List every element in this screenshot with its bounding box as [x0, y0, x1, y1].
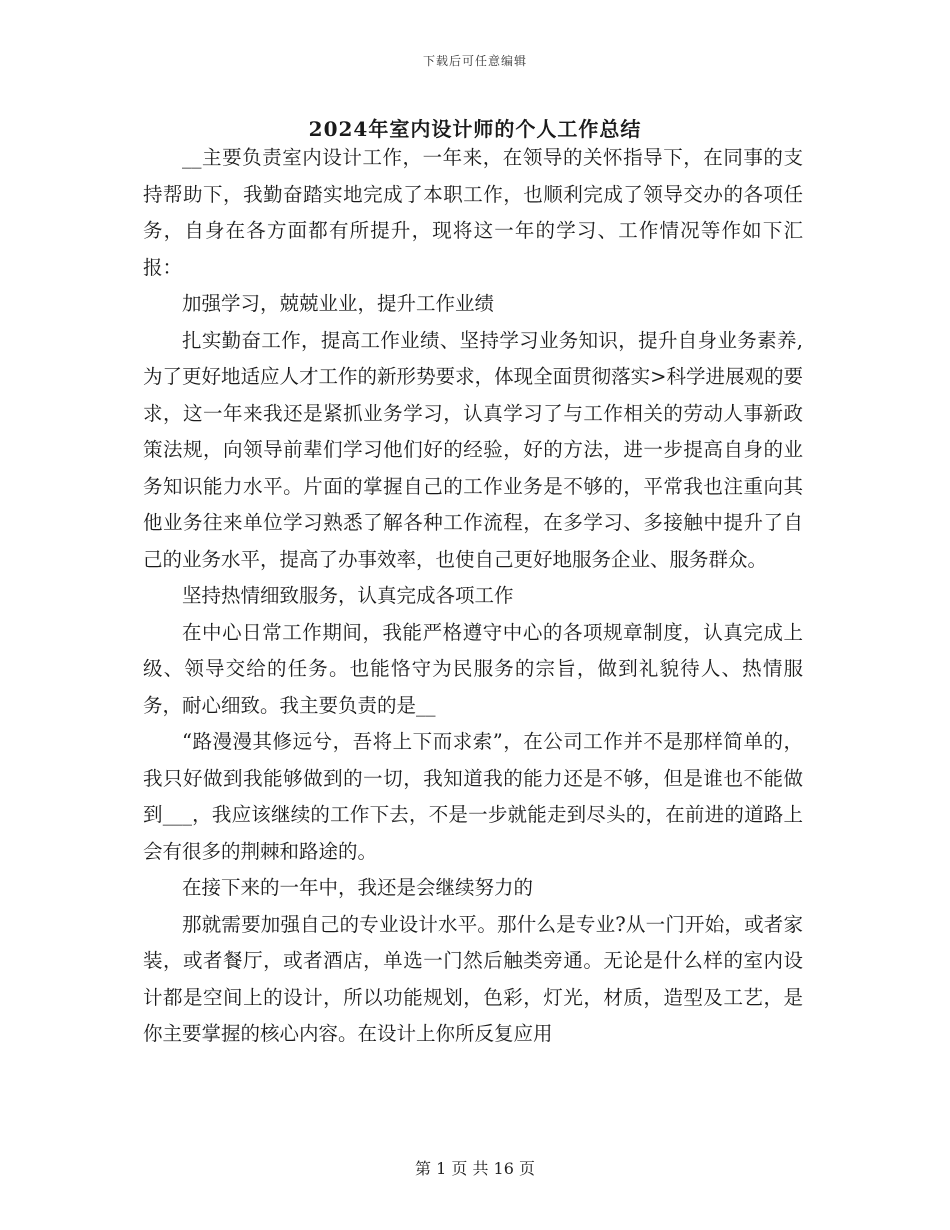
paragraph-study: 扎实勤奋工作，提高工作业绩、坚持学习业务知识，提升自身业务素养,为了更好地适应人才工作的新形势要求，体现全面贯彻落实>科学进展观的要求，这一年来我还是紧抓业务学习，认真学习了与工作相关的劳动人事新政策法规，向领导前辈们学习他们好的经验，好的方法，进一步提高自身的业务知识能力水平。片面的掌握自己的工作业务是不够的，平常我也注重向其他业务往来单位学习熟悉了解各种工作流程，在多学习、多接触中提升了自己的业务水平，提高了办事效率，也使自己更好地服务企业、服务群众。	[143, 328, 803, 571]
paragraph-service: 在中心日常工作期间，我能严格遵守中心的各项规章制度，认真完成上级、领导交给的任务。也能恪守为民服务的宗旨，做到礼貌待人、热情服务，耐心细致。我主要负责的是__	[143, 620, 803, 717]
document-body	[143, 140, 803, 1053]
section-heading-service: 坚持热情细致服务，认真完成各项工作	[182, 584, 514, 607]
section-heading-next-year: 在接下来的一年中，我还是会继续努力的	[182, 876, 534, 899]
paragraph-intro: __主要负责室内设计工作，一年来，在领导的关怀指导下，在同事的支持帮助下，我勤奋踏实地完成了本职工作，也顺利完成了领导交办的各项任务，自身在各方面都有所提升，现将这一年的学习、工作情况等作如下汇报：	[143, 146, 803, 279]
page-number: 第 1 页 共 16 页	[415, 1159, 535, 1178]
paragraph-professional: 那就需要加强自己的专业设计水平。那什么是专业?从一门开始，或者家装，或者餐厅，或者酒店，单选一门然后触类旁通。无论是什么样的室内设计都是空间上的设计，所以功能规划，色彩，灯光，材质，造型及工艺，是你主要掌握的核心内容。在设计上你所反复应用	[143, 912, 803, 1045]
paragraph-quote: “路漫漫其修远兮，吾将上下而求索”，在公司工作并不是那样简单的，我只好做到我能够做到的一切，我知道我的能力还是不够，但是谁也不能做到___，我应该继续的工作下去，不是一步就能走到尽头的，在前进的道路上会有很多的荆棘和路途的。	[143, 730, 803, 863]
section-heading-study: 加强学习，兢兢业业，提升工作业绩	[182, 292, 495, 315]
document-title: 2024年室内设计师的个人工作总结	[308, 117, 642, 141]
page-header-note: 下载后可任意编辑	[422, 54, 527, 68]
